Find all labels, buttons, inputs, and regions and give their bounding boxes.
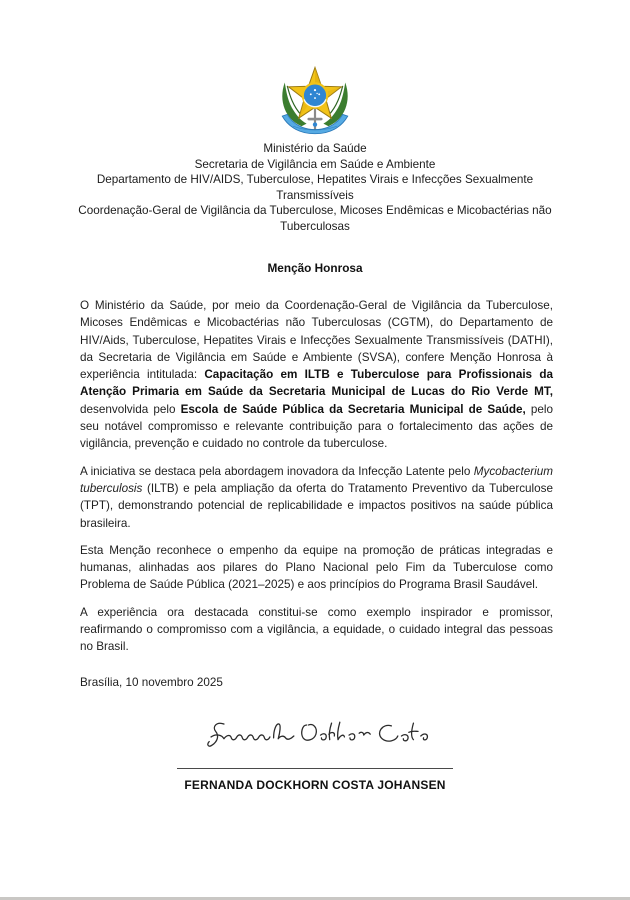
- letterhead: [0, 141, 630, 234]
- initiative-latin-term: Mycobacterium tuberculosis: [80, 464, 553, 495]
- letterhead-line-department-wrap: Transmissíveis: [276, 188, 354, 202]
- paragraph-initiative: [80, 463, 553, 532]
- letterhead-line-secretariat: Secretaria de Vigilância em Saúde e Ambiente: [194, 157, 436, 171]
- initiative-lead-text: A iniciativa se destaca pela abordagem inovadora da Infecção Latente pelo: [80, 464, 474, 478]
- signature-line: [177, 768, 453, 769]
- letterhead-line-coordination: Coordenação-Geral de Vigilância da Tuberculose, Micoses Endêmicas e Micobactérias não: [78, 204, 552, 217]
- award-organization: Escola de Saúde Pública da Secretaria Municipal de Saúde,: [180, 402, 526, 416]
- handwritten-signature: [190, 713, 440, 759]
- letterhead-line-coordination-wrap: Tuberculosas: [280, 219, 350, 233]
- paragraph-award: [80, 297, 553, 453]
- signatory-name: FERNANDA DOCKHORN COSTA JOHANSEN: [184, 777, 446, 792]
- award-experience-title: Capacitação em ILTB e Tuberculose para Profissionais da Atenção Primaria em Saúde da Secretaria Municipal de Lucas do Rio Verde MT,: [80, 368, 553, 399]
- award-mid-text: desenvolvida pelo: [80, 402, 181, 416]
- initiative-tail-text: (ILTB) e pela ampliação da oferta do Tratamento Preventivo da Tuberculose (TPT), demonstrando potencial de replicabilidade e impactos positivos na saúde pública brasileira.: [80, 481, 553, 530]
- award-tail-text: pelo seu notável compromisso e relevante contribuição para o fortalecimento das ações de vigilância, prevenção e cuidado no controle da tuberculose.: [80, 402, 553, 451]
- brazil-coat-of-arms-icon: [273, 64, 357, 138]
- document-title: Menção Honrosa: [267, 261, 363, 275]
- award-lead-text: O Ministério da Saúde, por meio da Coordenação-Geral de Vigilância da Tuberculose, Micoses Endêmicas e Micobactérias não Tuberculosas (CGTM), do Departamento de HIV/Aids, Tuberculose, Hepatites Virais e Infecções Sexualmente Transmissíveis (DATHI), da Secretaria de Vigilância em Saúde e Ambiente (SVSA), confere Menção Honrosa à experiência intitulada:: [80, 299, 553, 382]
- paragraph-closing: A experiência ora destacada constitui-se como exemplo inspirador e promissor, reafirmando o compromisso com a vigilância, a equidade, o cuidado integral das pessoas no Brasil.: [80, 605, 553, 654]
- paragraph-recognition: Esta Menção reconhece o empenho da equipe na promoção de práticas integradas e humanas, alinhadas aos pilares do Plano Nacional pelo Fim da Tuberculose como Problema de Saúde Pública (2021–2025) e aos princípios do Programa Brasil Saudável.: [80, 543, 553, 592]
- dateline: Brasília, 10 novembro 2025: [80, 675, 223, 689]
- letterhead-line-ministry: Ministério da Saúde: [263, 142, 367, 155]
- signature-block: [0, 713, 630, 792]
- document-body: [0, 297, 630, 691]
- emblem-wrap: [0, 64, 630, 138]
- letterhead-line-department: Departamento de HIV/AIDS, Tuberculose, Hepatites Virais e Infecções Sexualmente: [96, 173, 534, 186]
